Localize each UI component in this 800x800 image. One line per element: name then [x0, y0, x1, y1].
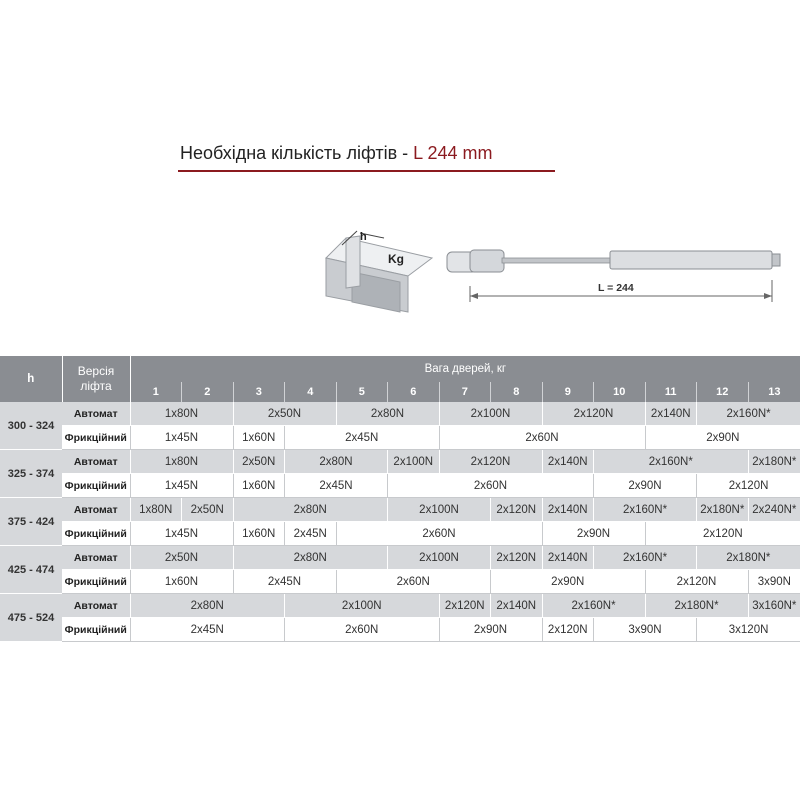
- weight-column-13: 13: [748, 382, 800, 402]
- lift-version-cell: Автомат: [62, 594, 130, 618]
- lift-version-cell: Фрикційний: [62, 522, 130, 546]
- weight-column-6: 6: [388, 382, 440, 402]
- lift-version-cell: Фрикційний: [62, 570, 130, 594]
- lift-config-cell: 2x100N: [285, 594, 440, 618]
- title-main: Необхідна кількість ліфтів -: [180, 143, 414, 163]
- lift-config-cell: 2x60N: [336, 522, 542, 546]
- lift-config-cell: 2x90N: [645, 426, 800, 450]
- h-range-cell: 325 - 374: [0, 450, 62, 498]
- table-row: [0, 546, 800, 570]
- lift-config-cell: 2x45N: [130, 618, 285, 642]
- lift-version-cell: Фрикційний: [62, 426, 130, 450]
- table-row: [0, 618, 800, 642]
- lift-config-cell: 2x50N: [130, 546, 233, 570]
- lift-config-cell: 2x160N*: [594, 450, 749, 474]
- lift-version-cell: Автомат: [62, 546, 130, 570]
- lift-config-cell: 2x140N: [542, 546, 594, 570]
- lift-config-cell: 3x120N: [697, 618, 800, 642]
- lift-config-cell: 2x90N: [542, 522, 645, 546]
- lift-config-cell: 2x120N: [439, 450, 542, 474]
- lift-config-cell: 2x90N: [594, 474, 697, 498]
- lift-config-cell: 2x60N: [388, 474, 594, 498]
- lift-config-cell: 2x120N: [439, 594, 491, 618]
- lift-config-cell: 2x180N*: [748, 450, 800, 474]
- lift-config-cell: 2x120N: [542, 618, 594, 642]
- lift-version-cell: Фрикційний: [62, 618, 130, 642]
- lift-config-cell: 2x120N: [542, 402, 645, 426]
- table-row: [0, 474, 800, 498]
- lift-config-cell: 1x45N: [130, 522, 233, 546]
- weight-header: Вага дверей, кг: [130, 356, 800, 382]
- lift-config-cell: 2x160N*: [594, 498, 697, 522]
- lift-config-cell: 2x80N: [336, 402, 439, 426]
- table-row: [0, 498, 800, 522]
- lift-config-cell: 1x80N: [130, 498, 182, 522]
- weight-column-5: 5: [336, 382, 388, 402]
- weight-column-1: 1: [130, 382, 182, 402]
- h-range-cell: 375 - 424: [0, 498, 62, 546]
- weight-column-9: 9: [542, 382, 594, 402]
- lift-config-cell: 2x50N: [233, 402, 336, 426]
- lift-config-cell: 2x180N*: [645, 594, 748, 618]
- weight-column-12: 12: [697, 382, 749, 402]
- lift-config-cell: 3x90N: [594, 618, 697, 642]
- lift-config-cell: 3x90N: [748, 570, 800, 594]
- lift-config-cell: 1x60N: [130, 570, 233, 594]
- weight-column-8: 8: [491, 382, 543, 402]
- table-row: [0, 522, 800, 546]
- table-row: [0, 450, 800, 474]
- lift-config-cell: 2x80N: [285, 450, 388, 474]
- lift-config-cell: 2x120N: [491, 546, 543, 570]
- lift-version-cell: Автомат: [62, 450, 130, 474]
- table-row: [0, 570, 800, 594]
- lift-config-cell: 1x80N: [130, 450, 233, 474]
- lift-config-cell: 2x100N: [388, 450, 440, 474]
- lift-config-cell: 2x100N: [388, 546, 491, 570]
- version-column-header: [62, 356, 130, 402]
- h-range-cell: 425 - 474: [0, 546, 62, 594]
- lift-config-cell: 2x120N: [645, 570, 748, 594]
- lift-config-cell: 2x50N: [182, 498, 234, 522]
- lift-config-cell: 2x160N*: [594, 546, 697, 570]
- lift-config-cell: 2x120N: [697, 474, 800, 498]
- h-range-cell: 475 - 524: [0, 594, 62, 642]
- lift-config-cell: 1x45N: [130, 426, 233, 450]
- lift-config-cell: 1x60N: [233, 426, 285, 450]
- weight-column-2: 2: [182, 382, 234, 402]
- h-range-cell: 300 - 324: [0, 402, 62, 450]
- lift-config-cell: 1x45N: [130, 474, 233, 498]
- lift-selection-table: [0, 356, 800, 642]
- lift-config-cell: 2x140N: [542, 450, 594, 474]
- lift-config-cell: 2x45N: [285, 474, 388, 498]
- lift-config-cell: 2x180N*: [697, 498, 749, 522]
- lift-config-cell: 2x90N: [491, 570, 646, 594]
- lift-config-cell: 2x120N: [491, 498, 543, 522]
- cabinet-box-illustration: [326, 231, 432, 312]
- weight-column-4: 4: [285, 382, 337, 402]
- lift-version-cell: Автомат: [62, 402, 130, 426]
- weight-column-11: 11: [645, 382, 697, 402]
- weight-column-10: 10: [594, 382, 646, 402]
- weight-column-7: 7: [439, 382, 491, 402]
- lift-config-cell: 2x45N: [233, 570, 336, 594]
- lift-version-cell: Фрикційний: [62, 474, 130, 498]
- lift-config-cell: 2x180N*: [697, 546, 800, 570]
- lift-config-cell: 2x50N: [233, 450, 285, 474]
- lift-config-cell: 1x60N: [233, 522, 285, 546]
- lift-config-cell: 2x80N: [130, 594, 285, 618]
- table-row: [0, 402, 800, 426]
- lift-config-cell: 2x60N: [285, 618, 440, 642]
- lift-config-cell: 2x100N: [439, 402, 542, 426]
- h-column-header: h: [0, 356, 62, 402]
- lift-config-cell: 2x80N: [233, 546, 388, 570]
- lift-config-cell: 2x240N*: [748, 498, 800, 522]
- dimension-h-label: h: [360, 231, 367, 243]
- weight-kg-label: Kg: [388, 252, 404, 266]
- version-header-text: Версія ліфта: [77, 364, 115, 393]
- lift-config-cell: 2x160N*: [697, 402, 800, 426]
- dimension-length-label: L = 244: [598, 282, 634, 294]
- lift-diagram: [0, 0, 800, 345]
- table-row: [0, 426, 800, 450]
- lift-version-cell: Автомат: [62, 498, 130, 522]
- lift-config-cell: 2x60N: [336, 570, 491, 594]
- gas-lift-illustration: [447, 250, 780, 302]
- title-length-value: L 244 mm: [413, 143, 493, 163]
- lift-config-cell: 1x80N: [130, 402, 233, 426]
- lift-config-cell: 2x60N: [439, 426, 645, 450]
- weight-column-3: 3: [233, 382, 285, 402]
- lift-config-cell: 2x140N: [491, 594, 543, 618]
- lift-config-cell: 3x160N*: [748, 594, 800, 618]
- lift-config-cell: 2x90N: [439, 618, 542, 642]
- lift-config-cell: 2x45N: [285, 522, 337, 546]
- lift-config-cell: 2x80N: [233, 498, 388, 522]
- lift-config-cell: 2x100N: [388, 498, 491, 522]
- table-row: [0, 594, 800, 618]
- lift-config-cell: 2x140N: [542, 498, 594, 522]
- lift-config-cell: 2x120N: [645, 522, 800, 546]
- lift-config-cell: 2x45N: [285, 426, 440, 450]
- lift-config-cell: 2x140N: [645, 402, 697, 426]
- lift-config-cell: 1x60N: [233, 474, 285, 498]
- lift-config-cell: 2x160N*: [542, 594, 645, 618]
